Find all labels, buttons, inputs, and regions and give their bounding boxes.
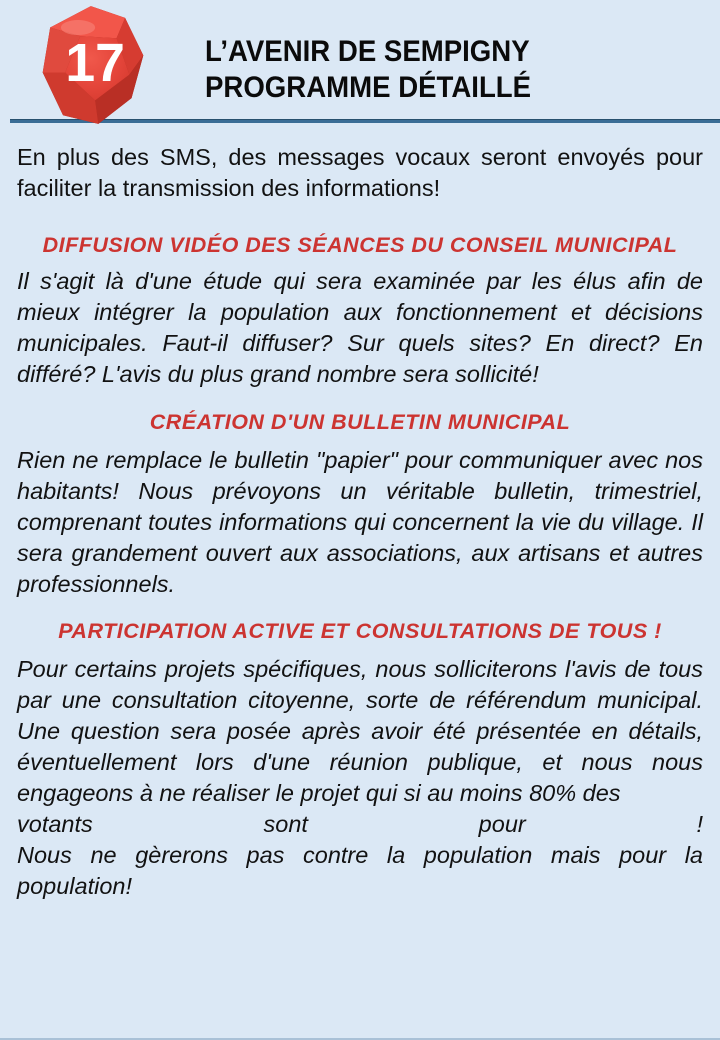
section-participation bbox=[17, 617, 703, 902]
section-heading-participation: PARTICIPATION ACTIVE ET CONSULTATIONS DE TOUS ! bbox=[58, 619, 662, 643]
gem-badge-icon bbox=[38, 4, 148, 126]
gem-badge bbox=[38, 4, 148, 126]
section-body-bulletin: Rien ne remplace le bulletin "papier" pour communiquer avec nos habitants! Nous prévoyons un véritable bulletin, trimestriel, comprenant toutes informations qui concernent la vie du village. Il sera grandement ouvert aux associations, aux artisans et autres professionnels. bbox=[17, 447, 703, 597]
section-body-video: Il s'agit là d'une étude qui sera examinée par les élus afin de mieux intégrer la population aux fonctionnement et décisions municipales. Faut-il diffuser? Sur quels sites? En direct? En différé? L'avis du plus grand nombre sera sollicité! bbox=[17, 268, 703, 387]
section-heading-video: DIFFUSION VIDÉO DES SÉANCES DU CONSEIL MUNICIPAL bbox=[42, 233, 678, 257]
section-bulletin bbox=[17, 408, 703, 600]
title-line-2: PROGRAMME DÉTAILLÉ bbox=[205, 71, 532, 104]
badge-number: 17 bbox=[65, 34, 125, 94]
page-title bbox=[205, 0, 679, 106]
section-body-participation-part2: Nous ne gèrerons pas contre la population mais pour la population! bbox=[17, 842, 703, 899]
header bbox=[0, 0, 720, 119]
section-video bbox=[17, 231, 703, 390]
section-heading-bulletin: CRÉATION D'UN BULLETIN MUNICIPAL bbox=[149, 410, 571, 434]
content bbox=[0, 142, 720, 902]
title-line-1: L’AVENIR DE SEMPIGNY bbox=[205, 35, 530, 68]
section-body-participation-justified-line: votants sont pour ! bbox=[17, 811, 703, 837]
intro-paragraph: En plus des SMS, des messages vocaux seront envoyés pour faciliter la transmission des informations! bbox=[17, 144, 703, 201]
section-body-participation-part1: Pour certains projets spécifiques, nous solliciterons l'avis de tous par une consultation citoyenne, sorte de référendum municipal. Une question sera posée après avoir été présentée en détails, éventuellement lors d'une réunion publique, et nous nous engageons à ne réaliser le projet qui si au moins 80% des bbox=[17, 656, 703, 806]
